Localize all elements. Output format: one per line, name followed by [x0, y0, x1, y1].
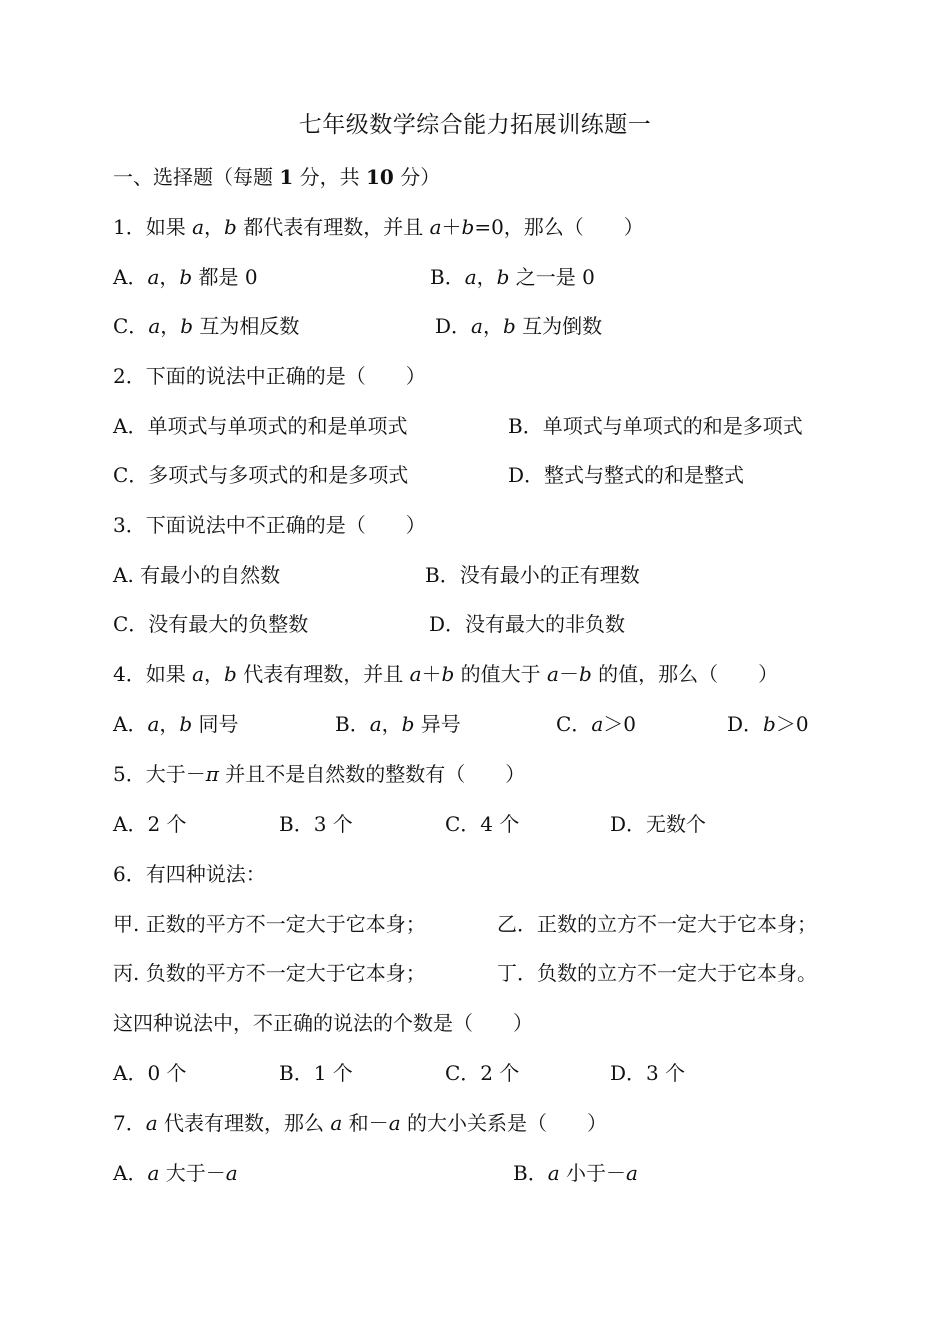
option-c[interactable]: C．多项式与多项式的和是多项式 [113, 463, 409, 487]
text-fragment: b [441, 662, 455, 686]
option-b[interactable] [513, 1158, 638, 1188]
text-fragment: 同号 [192, 712, 239, 736]
text-fragment: 1 [279, 165, 294, 189]
text-fragment: B． [513, 1161, 548, 1185]
option-a[interactable]: A. 有最小的自然数 [113, 563, 281, 587]
text-fragment: b [401, 712, 415, 736]
statement-ding: 丁．负数的立方不一定大于它本身。 [497, 961, 817, 985]
text-fragment: 1．如果 [113, 215, 193, 239]
text-fragment: 互为相反数 [193, 314, 300, 338]
text-fragment: 5．大于－ [113, 762, 206, 786]
text-fragment: a [148, 314, 161, 338]
text-fragment: =0，那么（ ） [474, 215, 644, 239]
text-fragment: 10 [366, 165, 394, 189]
text-fragment: a [145, 1111, 158, 1135]
option-d[interactable] [435, 311, 602, 341]
text-fragment: ＞0 [603, 712, 636, 736]
option-c[interactable]: C．2 个 [445, 1061, 520, 1085]
question-2-stem: 2．下面的说法中正确的是（ ） [113, 364, 426, 388]
text-fragment: 代表有理数，那么 [157, 1111, 331, 1135]
text-fragment: π [205, 762, 219, 786]
text-fragment: ， [476, 265, 497, 289]
option-d[interactable]: D．无数个 [610, 812, 707, 836]
text-fragment: a [547, 662, 559, 686]
text-fragment: b [179, 265, 193, 289]
text-fragment: a [369, 712, 382, 736]
text-fragment: 和－ [342, 1111, 389, 1135]
text-fragment: a [147, 712, 160, 736]
statement-jia: 甲. 正数的平方不一定大于它本身； [113, 912, 426, 936]
option-b[interactable] [430, 262, 595, 292]
question-7-stem [113, 1108, 607, 1138]
option-d[interactable]: D．整式与整式的和是整式 [508, 463, 745, 487]
text-fragment: a [225, 1161, 238, 1185]
option-a[interactable] [113, 709, 239, 739]
question-5-stem [113, 759, 525, 789]
text-fragment: 都代表有理数，并且 [236, 215, 430, 239]
option-b[interactable]: B．没有最小的正有理数 [425, 563, 640, 587]
question-1-stem [113, 212, 644, 242]
text-fragment: ＋ [421, 662, 442, 686]
text-fragment: a [192, 662, 205, 686]
text-fragment: b [179, 712, 193, 736]
text-fragment: b [224, 662, 237, 686]
option-b[interactable]: B．1 个 [279, 1061, 353, 1085]
text-fragment: 的大小关系是（ ） [400, 1111, 607, 1135]
page-title: 七年级数学综合能力拓展训练题一 [298, 112, 652, 138]
option-b[interactable]: B．单项式与单项式的和是多项式 [508, 414, 803, 438]
option-a[interactable]: A．2 个 [113, 812, 187, 836]
text-fragment: a [464, 265, 477, 289]
text-fragment: b [224, 215, 237, 239]
text-fragment: ， [160, 314, 181, 338]
text-fragment: 异号 [414, 712, 461, 736]
question-4-stem [113, 659, 778, 689]
option-b[interactable] [335, 709, 461, 739]
text-fragment: B． [335, 712, 370, 736]
text-fragment: 的值大于 [454, 662, 548, 686]
option-a[interactable]: A．单项式与单项式的和是单项式 [113, 414, 408, 438]
text-fragment: 的值，那么（ ） [591, 662, 779, 686]
option-c[interactable] [556, 709, 636, 739]
option-c[interactable] [113, 311, 299, 341]
text-fragment: ， [159, 265, 180, 289]
statement-bing: 丙. 负数的平方不一定大于它本身； [113, 961, 426, 985]
text-fragment: 并且不是自然数的整数有（ ） [218, 762, 526, 786]
option-d[interactable]: D．3 个 [610, 1061, 686, 1085]
text-fragment: 7． [113, 1111, 146, 1135]
text-fragment: a [591, 712, 604, 736]
text-fragment: C． [556, 712, 592, 736]
text-fragment: A． [113, 712, 148, 736]
text-fragment: a [429, 215, 442, 239]
text-fragment: ， [482, 314, 503, 338]
text-fragment: a [147, 265, 160, 289]
text-fragment: a [547, 1161, 560, 1185]
text-fragment: 代表有理数，并且 [236, 662, 410, 686]
text-fragment: b [461, 215, 475, 239]
question-3-stem: 3．下面说法中不正确的是（ ） [113, 513, 426, 537]
question-6-stem: 6．有四种说法： [113, 862, 266, 886]
text-fragment: a [147, 1161, 160, 1185]
text-fragment: 分，共 [293, 165, 366, 189]
text-fragment: ， [204, 215, 225, 239]
option-a[interactable]: A．0 个 [113, 1061, 187, 1085]
text-fragment: D． [435, 314, 472, 338]
text-fragment: ＋ [441, 215, 462, 239]
text-fragment: a [330, 1111, 343, 1135]
text-fragment: b [763, 712, 776, 736]
text-fragment: a [471, 314, 483, 338]
text-fragment: a [192, 215, 205, 239]
text-fragment: D． [727, 712, 764, 736]
text-fragment: 之一是 0 [509, 265, 595, 289]
text-fragment: 4．如果 [113, 662, 193, 686]
text-fragment: b [496, 265, 510, 289]
option-a[interactable] [113, 1158, 238, 1188]
text-fragment: ， [381, 712, 402, 736]
text-fragment: b [502, 314, 516, 338]
option-a[interactable] [113, 262, 258, 292]
text-fragment: C． [113, 314, 149, 338]
text-fragment: 大于－ [159, 1161, 226, 1185]
statement-yi: 乙．正数的立方不一定大于它本身； [497, 912, 817, 936]
text-fragment: b [578, 662, 592, 686]
text-fragment: A． [113, 265, 148, 289]
text-fragment: 小于－ [559, 1161, 626, 1185]
option-b[interactable]: B．3 个 [279, 812, 353, 836]
text-fragment: ＞0 [775, 712, 809, 736]
option-d[interactable]: D．没有最大的非负数 [429, 612, 626, 636]
text-fragment: A． [113, 1161, 148, 1185]
text-fragment: a [409, 662, 422, 686]
text-fragment: ， [159, 712, 180, 736]
text-fragment: B． [430, 265, 465, 289]
section-heading [113, 162, 440, 192]
question-6-question: 这四种说法中，不正确的说法的个数是（ ） [113, 1011, 533, 1035]
option-c[interactable]: C．4 个 [445, 812, 520, 836]
text-fragment: 互为倒数 [515, 314, 603, 338]
text-fragment: 分） [393, 165, 441, 189]
text-fragment: ， [204, 662, 225, 686]
text-fragment: a [626, 1161, 638, 1185]
option-d[interactable] [727, 709, 809, 739]
text-fragment: 一、选择题（每题 [113, 165, 280, 189]
option-c[interactable]: C．没有最大的负整数 [113, 612, 309, 636]
text-fragment: 都是 0 [192, 265, 258, 289]
text-fragment: b [180, 314, 194, 338]
text-fragment: a [388, 1111, 401, 1135]
text-fragment: － [558, 662, 579, 686]
